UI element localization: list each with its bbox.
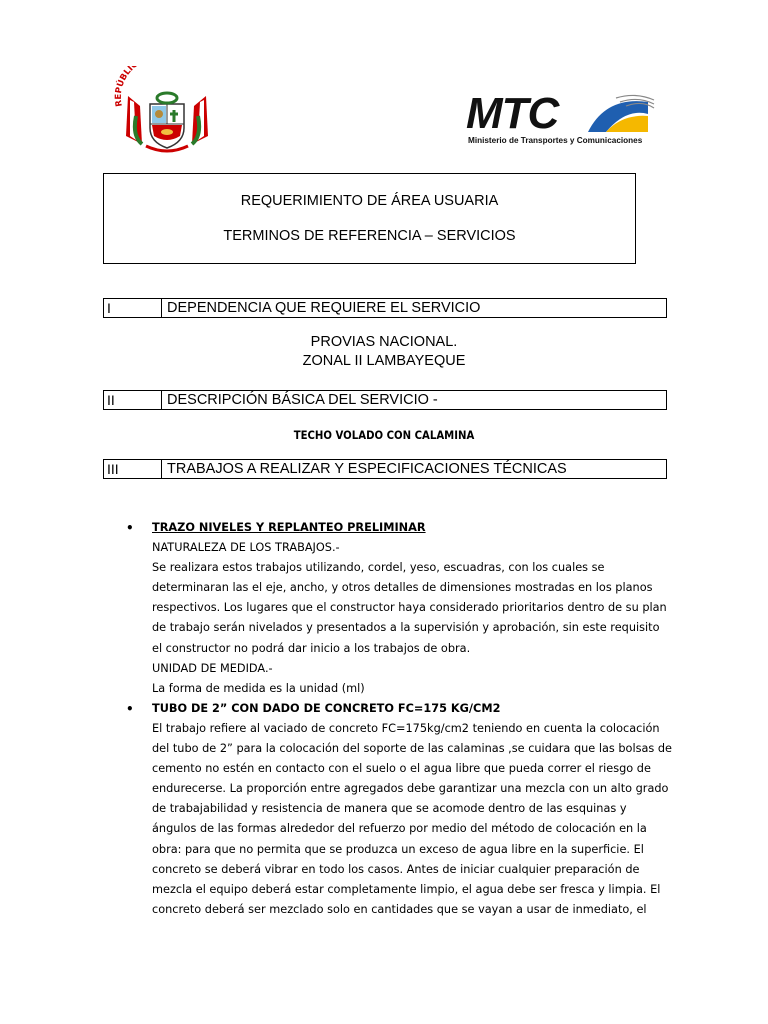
item-line: concreto deberá ser mezclado solo en cantidades que se vayan a usar de inmediato, el: [152, 902, 647, 916]
item-line: de trabajo serán nivelados y presentados a la supervisión y aprobación, sin este requisito: [152, 621, 660, 635]
section-label: DESCRIPCIÓN BÁSICA DEL SERVICIO -: [167, 392, 438, 408]
mtc-logo: [466, 89, 656, 150]
item-line: Se realizara estos trabajos utilizando, cordel, yeso, escuadras, con los cuales se: [152, 561, 605, 575]
section-row-2: [103, 390, 667, 410]
item-line: endurecerse. La proporción entre agregados debe garantizar una mezcla con un alto grado: [152, 782, 669, 796]
item-line: obra: para que no permita que se produzca un exceso de agua libre en la superficie. El: [152, 842, 644, 856]
item-line: respectivos. Los lugares que el constructor haya considerado prioritarios dentro de su plan: [152, 601, 667, 615]
item-heading-text: TUBO DE 2” CON DADO DE CONCRETO FC=175 KG/CM2: [152, 701, 501, 715]
section-number: II: [104, 391, 162, 409]
section-label: DEPENDENCIA QUE REQUIERE EL SERVICIO: [167, 300, 481, 316]
svg-text:REPÚBLICA DEL PERÚ: [114, 66, 196, 107]
item-line: NATURALEZA DE LOS TRABAJOS.-: [152, 541, 340, 555]
section-row-1: [103, 298, 667, 318]
item-line: el constructor no podrá dar inicio a los trabajos de obra.: [152, 641, 471, 655]
item-heading-text: TRAZO NIVELES Y REPLANTEO PRELIMINAR: [152, 521, 426, 534]
seal-text: REPÚBLI: [113, 66, 136, 108]
service-description: TECHO VOLADO CON CALAMINA: [293, 428, 475, 442]
item-line: determinaran las el eje, ancho, y otros detalles de dimensiones mostradas en los planos: [152, 581, 653, 595]
specifications-body: [126, 518, 672, 920]
item-line: de trabajabilidad y resistencia de manera que se acomode dentro de las esquinas y: [152, 802, 627, 816]
title-line-2: TERMINOS DE REFERENCIA – SERVICIOS: [223, 228, 516, 244]
title-line-1: REQUERIMIENTO DE ÁREA USUARIA: [240, 193, 499, 209]
item-line: del tubo de 2” para la colocación del soporte de las calaminas ,se cuidara que las bolsas de: [152, 742, 672, 756]
peru-seal-logo: [112, 66, 222, 158]
mtc-logo-letters: MTC: [466, 89, 559, 138]
mtc-logo-subtitle: Ministerio de Transportes y Comunicaciones: [468, 136, 643, 145]
item-heading: [126, 699, 672, 719]
item-line: UNIDAD DE MEDIDA.-: [152, 661, 273, 675]
bullet-icon: •: [126, 521, 134, 535]
section-label: TRABAJOS A REALIZAR Y ESPECIFICACIONES TÉCNICAS: [167, 461, 567, 477]
section-number: III: [104, 460, 162, 478]
item-line: ángulos de las formas alrededor del refuerzo por medio del método de colocación en la: [152, 822, 647, 836]
title-box: [103, 173, 636, 264]
section-number: I: [104, 299, 162, 317]
item-line: mezcla el equipo deberá estar completamente limpio, el agua debe ser fresca y limpia. El: [152, 882, 661, 896]
item-line: concreto se deberá vibrar en todo los casos. Antes de iniciar cualquier preparación de: [152, 862, 640, 876]
item-line: cemento no estén en contacto con el suelo o el agua libre que pueda correr el riesgo de: [152, 762, 651, 776]
dependency-line-1: PROVIAS NACIONAL.: [310, 334, 458, 350]
dependency-line-2: ZONAL II LAMBAYEQUE: [302, 353, 466, 369]
bullet-icon: •: [126, 701, 134, 716]
item-heading: [126, 518, 672, 538]
item-line: El trabajo refiere al vaciado de concreto FC=175kg/cm2 teniendo en cuenta la colocación: [152, 721, 660, 735]
section-row-3: [103, 459, 667, 479]
mtc-logo-swoosh-icon: [586, 94, 656, 134]
item-line: La forma de medida es la unidad (ml): [152, 681, 365, 695]
